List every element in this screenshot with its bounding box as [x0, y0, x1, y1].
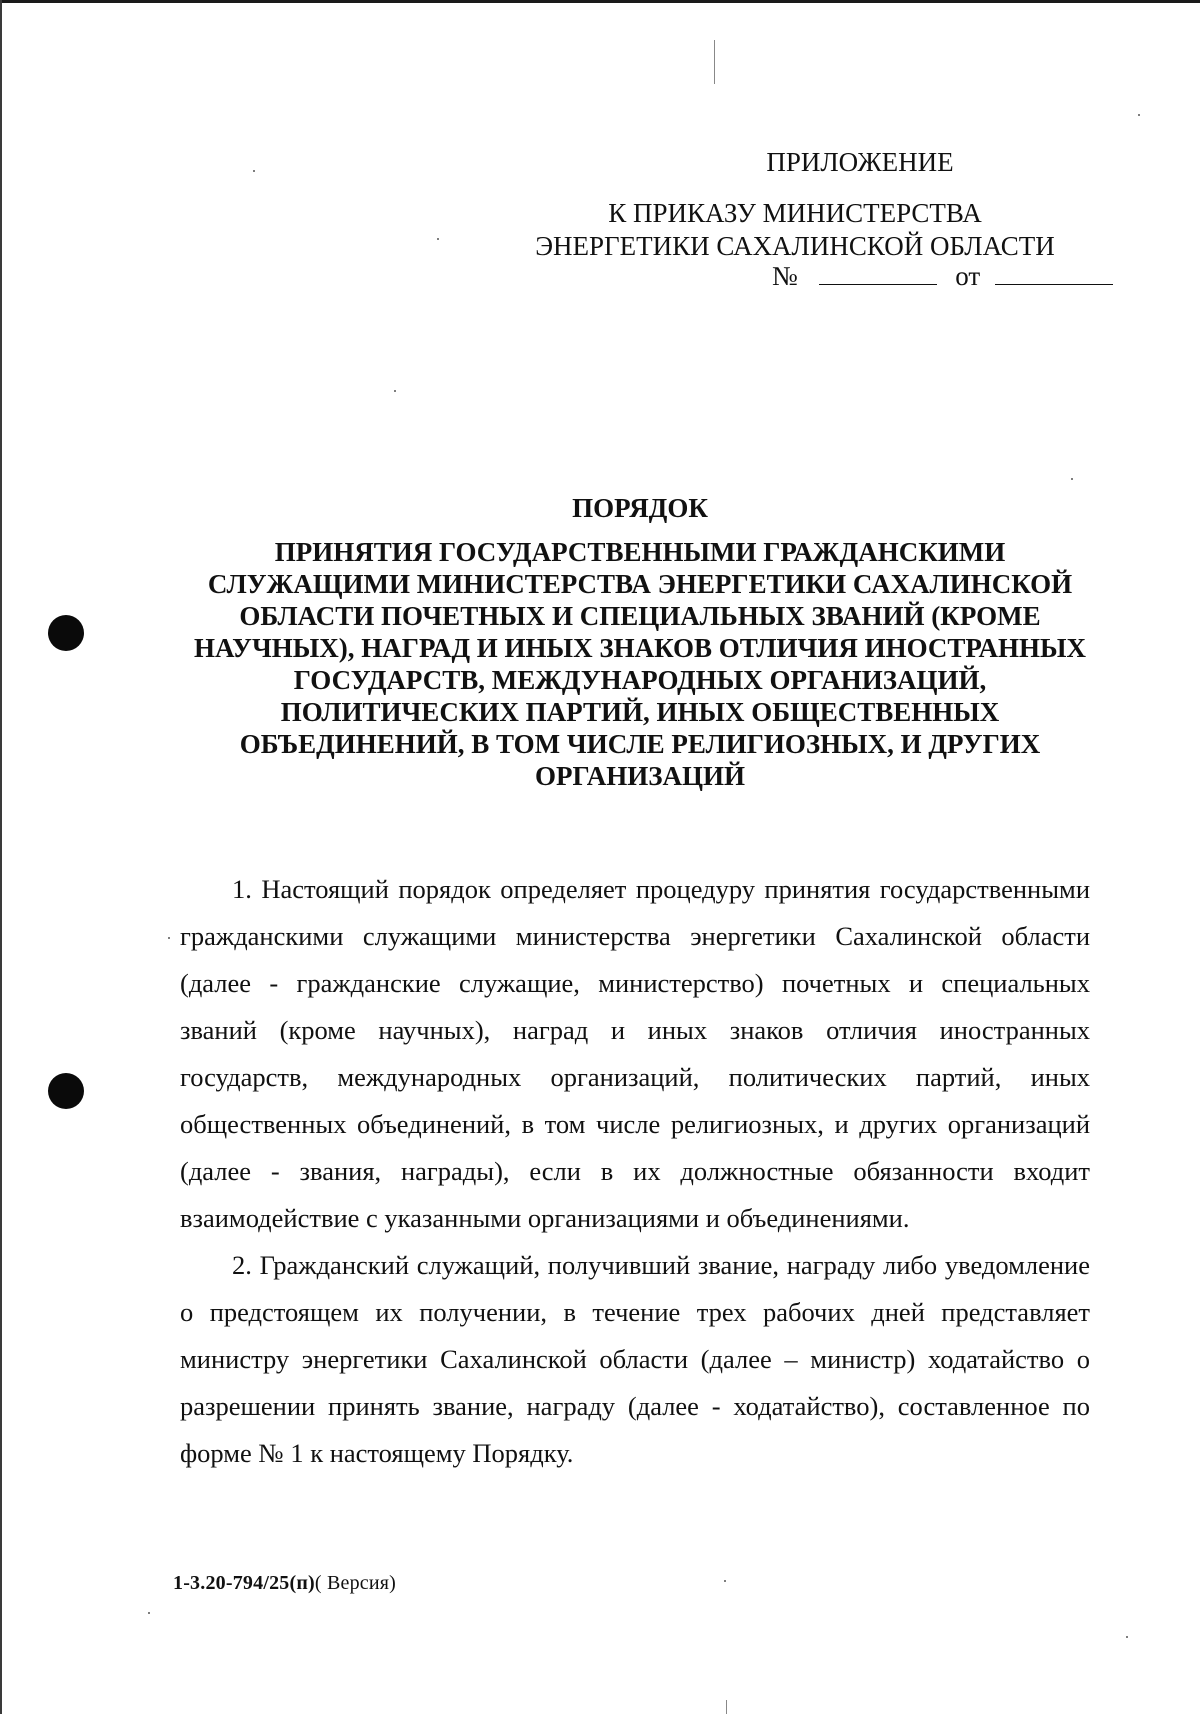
annex-order-line: К ПРИКАЗУ МИНИСТЕРСТВА — [608, 198, 982, 228]
annex-ministry-line: ЭНЕРГЕТИКИ САХАЛИНСКОЙ ОБЛАСТИ — [535, 231, 1055, 261]
scan-artifact-line — [726, 1700, 727, 1714]
scan-speck — [724, 1580, 726, 1582]
paragraph-1: 1. Настоящий порядок определяет процедуру принятия государственными гражданскими служащими министерства энергетики Сахалинской области (далее - гражданские служащие, министерство) почетных и специальных званий (кроме научных), наград и иных знаков отличия иностранных государств, международных организаций, политических партий, иных общественных объединений, в том числе религиозных, и других организаций (далее - звания, награды), если в их должностные обязанности входит взаимодействие с указанными организациями и объединениями. — [180, 874, 1090, 1233]
document-version: ( Версия) — [314, 1572, 397, 1594]
punch-hole-top — [48, 615, 84, 651]
annex-header — [500, 146, 1090, 263]
scan-speck — [253, 170, 255, 172]
scan-speck — [168, 937, 170, 939]
order-number-date-line — [772, 260, 1113, 293]
scan-speck — [1138, 114, 1140, 116]
document-title-block — [180, 492, 1100, 792]
document-footer-code — [173, 1572, 396, 1595]
scan-speck — [1071, 478, 1073, 480]
document-title: ПРИНЯТИЯ ГОСУДАРСТВЕННЫМИ ГРАЖДАНСКИМИ СЛУЖАЩИМИ МИНИСТЕРСТВА ЭНЕРГЕТИКИ САХАЛИНСКОЙ ОБЛАСТИ ПОЧЕТНЫХ И СПЕЦИАЛЬНЫХ ЗВАНИЙ (КРОМЕ НАУЧНЫХ), НАГРАД И ИНЫХ ЗНАКОВ ОТЛИЧИЯ ИНОСТРАННЫХ ГОСУДАРСТВ, МЕЖДУНАРОДНЫХ ОРГАНИЗАЦИЙ, ПОЛИТИЧЕСКИХ ПАРТИЙ, ИНЫХ ОБЩЕСТВЕННЫХ ОБЪЕДИНЕНИЙ, В ТОМ ЧИСЛЕ РЕЛИГИОЗНЫХ, И ДРУГИХ ОРГАНИЗАЦИЙ — [194, 537, 1086, 791]
punch-hole-bottom — [48, 1073, 84, 1109]
scan-speck — [1126, 1636, 1128, 1638]
order-date-blank — [995, 262, 1113, 285]
scan-artifact-line — [714, 40, 715, 84]
annex-title: ПРИЛОЖЕНИЕ — [766, 147, 954, 177]
document-code: 1-3.20-794/25(п) — [173, 1572, 315, 1594]
scan-speck — [437, 238, 439, 240]
scan-speck — [394, 390, 396, 392]
scan-top-edge — [0, 0, 1200, 3]
number-sign: № — [772, 261, 798, 291]
date-label: от — [955, 261, 981, 291]
order-number-blank — [819, 262, 937, 285]
paragraph-2: 2. Гражданский служащий, получивший звание, награду либо уведомление о предстоящем их получении, в течение трех рабочих дней представляет министру энергетики Сахалинской области (далее – министр) ходатайство о разрешении принять звание, награду (далее - ходатайство), составленное по форме № 1 к настоящему Порядку. — [180, 1250, 1090, 1468]
scan-speck — [148, 1612, 150, 1614]
document-body — [180, 866, 1090, 1477]
document-heading: ПОРЯДОК — [572, 493, 708, 523]
scan-left-edge — [0, 0, 2, 1714]
